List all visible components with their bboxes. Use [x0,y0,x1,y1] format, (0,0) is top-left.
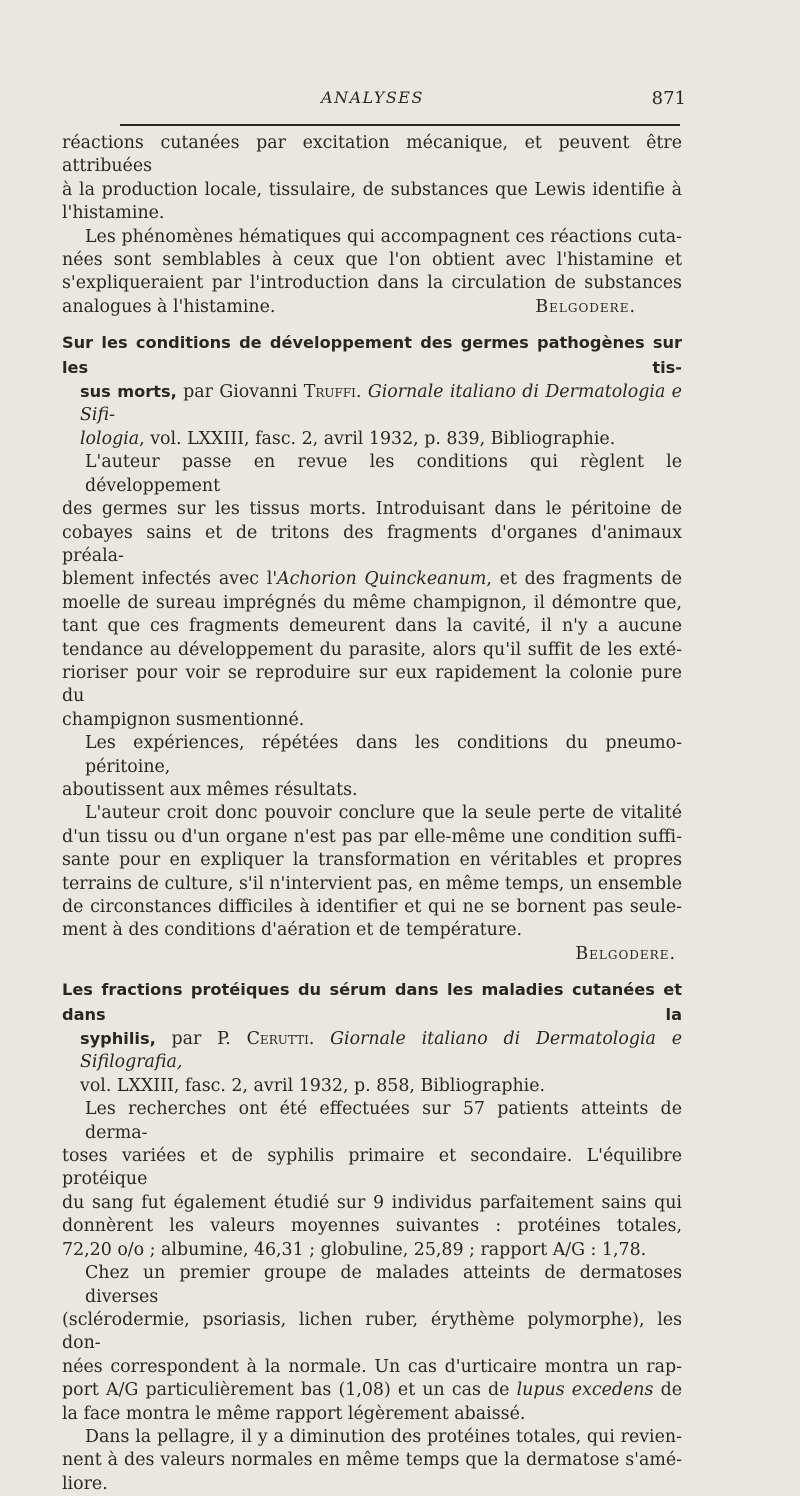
text-line: cobayes sains et de tritons des fragments d'organes d'animaux préala- [62,522,682,566]
text-line: liore. [62,1473,108,1494]
article-title-text: syphilis, [80,1029,156,1049]
text-line: des germes sur les tissus morts. Introduisant dans le péritoine de [62,499,682,520]
text-fragment: de [653,1380,682,1401]
text-line [62,296,682,319]
article-title [62,978,682,1027]
journal-name: Giornale italiano di Dermatologia e Sifi- [80,382,682,426]
article-author: Cerutti [246,1029,309,1050]
author-signature: Belgodere. [535,296,636,317]
text-fragment: blement infectés avec l' [62,569,278,590]
text-line: terrains de culture, s'il n'intervient pas, en même temps, un ensemble [62,873,682,894]
text-line [62,1379,682,1402]
article-reference [62,428,682,451]
text-line: L'auteur passe en revue les conditions qui règlent le développement [85,452,682,496]
journal-name: lologia [80,428,140,449]
text-line: Dans la pellagre, il y a diminution des protéines totales, qui revien- [85,1426,682,1447]
page-body [62,132,682,1496]
article-title [62,331,682,380]
text-line: d'un tissu ou d'un organe n'est pas par elle-même une condition suffi- [62,826,682,847]
text-line: Les phénomènes hématiques qui accompagnent ces réactions cuta- [85,226,682,247]
text-line: s'expliqueraient par l'introduction dans la circulation de substances [62,273,682,294]
text-line: rioriser pour voir se reproduire sur eux rapidement la colonie pure du [62,662,682,707]
text-line: Chez un premier groupe de malades atteints de dermatoses diverses [85,1263,682,1307]
page-header [65,88,686,118]
article-title-text: sus morts, [80,382,177,402]
text-fragment: . [355,382,368,403]
article-cerutti [62,978,682,1496]
text-fragment: port A/G particulièrement bas (1,08) et un cas de [62,1380,517,1401]
text-line: nées correspondent à la normale. Un cas d'urticaire montra un rap- [62,1356,682,1377]
text-line: champignon susmentionné. [62,709,305,730]
text-fragment: par P. [155,1029,247,1050]
text-line: de circonstances difficiles à identifier et qui ne se bornent pas seule- [62,897,682,917]
text-line: toses variées et de syphilis primaire et secondaire. L'équilibre protéique [62,1146,682,1190]
article-reference: vol. LXXIII, fasc. 2, avril 1932, p. 858, Bibliographie. [80,1075,546,1096]
text-line: moelle de sureau imprégnés du même champignon, il démontre que, [62,592,682,613]
article-author: Truffi [303,382,356,403]
text-line: 72,20 o/o ; albumine, 46,31 ; globuline, 25,89 ; rapport A/G : 1,78. [62,1239,647,1260]
text-line [62,568,682,591]
text-line: donnèrent les valeurs moyennes suivantes : protéines totales, [62,1216,682,1237]
text-line: l'histamine. [62,203,165,224]
text-line: Les recherches ont été effectuées sur 57 patients atteints de derma- [85,1099,682,1143]
text-line: L'auteur croit donc pouvoir conclure que la seule perte de vitalité [85,803,682,824]
article-title-text: Les fractions protéiques du sérum dans les maladies cutanées et dans la [62,980,682,1024]
text-line: (sclérodermie, psoriasis, lichen ruber, érythème polymorphe), les don- [62,1309,682,1354]
text-line: sante pour en expliquer la transformation en véritables et propres [62,850,682,871]
text-line: ment à des conditions d'aération et de température. [62,920,523,941]
page-number: 871 [651,88,686,109]
text-line: Les expériences, répétées dans les conditions du pneumo-péritoine, [85,733,682,777]
text-line: tant que ces fragments demeurent dans la cavité, il n'y a aucune [62,616,682,637]
text-line: nent à des valeurs normales en même temps que la dermatose s'amé- [62,1450,682,1471]
article-title-line [62,1027,682,1075]
header-rule [120,124,680,126]
text-line: réactions cutanées par excitation mécanique, et peuvent être attribuées [62,133,682,177]
running-title: ANALYSES [321,88,424,107]
author-signature: Belgodere. [575,943,676,964]
text-line: du sang fut également étudié sur 9 individus parfaitement sains qui [62,1192,682,1213]
text-fragment: par Giovanni [176,382,304,403]
text-line: la face montra le même rapport légèrement abaissé. [62,1403,526,1424]
text-fragment: , et des fragments de [486,569,683,590]
article-title-text: Sur les conditions de développement des germes pathogènes sur les tis- [62,333,682,377]
species-name: Achorion Quinckeanum [277,569,487,590]
disease-name: lupus excedens [516,1380,654,1401]
journal-name: Giornale italiano di Dermatologia e Sifilografia, [80,1029,682,1073]
text-line: à la production locale, tissulaire, de substances que Lewis identifie à [62,179,682,200]
text-line: nées sont semblables à ceux que l'on obtient avec l'histamine et [62,250,682,271]
text-line: aboutissent aux mêmes résultats. [62,779,358,800]
article-truffi [62,331,682,966]
text-fragment: analogues à l'histamine. [62,296,276,317]
text-line: tendance au développement du parasite, alors qu'il suffit de les exté- [62,639,682,660]
text-fragment: . [308,1029,331,1050]
text-fragment: , vol. LXXIII, fasc. 2, avril 1932, p. 839, Bibliographie. [139,428,616,449]
article-title-line [62,380,682,428]
